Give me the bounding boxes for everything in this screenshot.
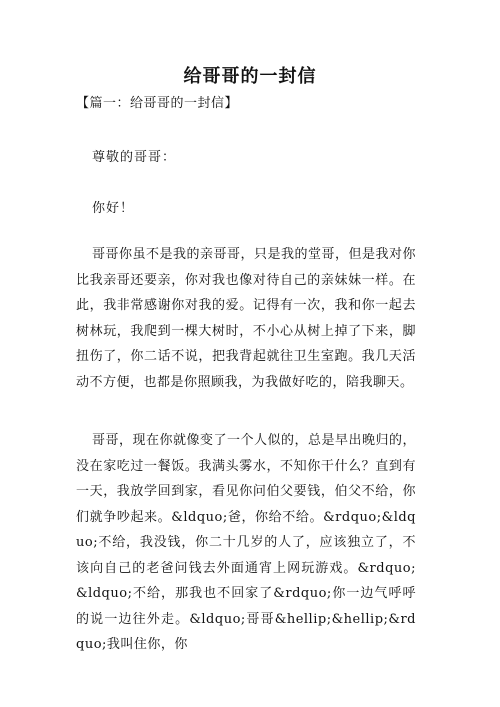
letter-salutation: 尊敬的哥哥： bbox=[92, 150, 177, 165]
body-paragraph-1: 哥哥你虽不是我的亲哥哥，只是我的堂哥，但是我对你比我亲哥还要亲，你对我也像对待自己的亲妹妹一样。在此，我非常感谢你对我的爱。记得有一次，我和你一起去树林玩，我爬到一棵大树时，不小心从树上掉了下来，脚扭伤了，你二话不说，把我背起就往卫生室跑。我几天活动不方便，也都是你照顾我，为我做好吃的，陪我聊天。 bbox=[76, 247, 417, 390]
section-heading: 【篇一：给哥哥的一封信】 bbox=[76, 96, 239, 111]
document-title: 给哥哥的一封信 bbox=[183, 66, 317, 87]
letter-greeting: 你好！ bbox=[92, 201, 135, 216]
body-paragraph-2: 哥哥，现在你就像变了一个人似的，总是早出晚归的，没在家吃过一餐饭。我满头雾水，不知你干什么？直到有一天，我放学回到家，看见你问伯父要钱，伯父不给，你们就争吵起来。&ldquo;爸，你给不给。&rdquo;&ldquo;不给，我没钱，你二十几岁的人了，应该独立了，不该向自己的老爸问钱去外面通宵上网玩游戏。&rdquo;&ldquo;不给，那我也不回家了&rdquo;你一边气呼呼的说一边往外走。&ldquo;哥哥&hellip;&hellip;&rdquo;我叫住你，你 bbox=[76, 433, 417, 652]
